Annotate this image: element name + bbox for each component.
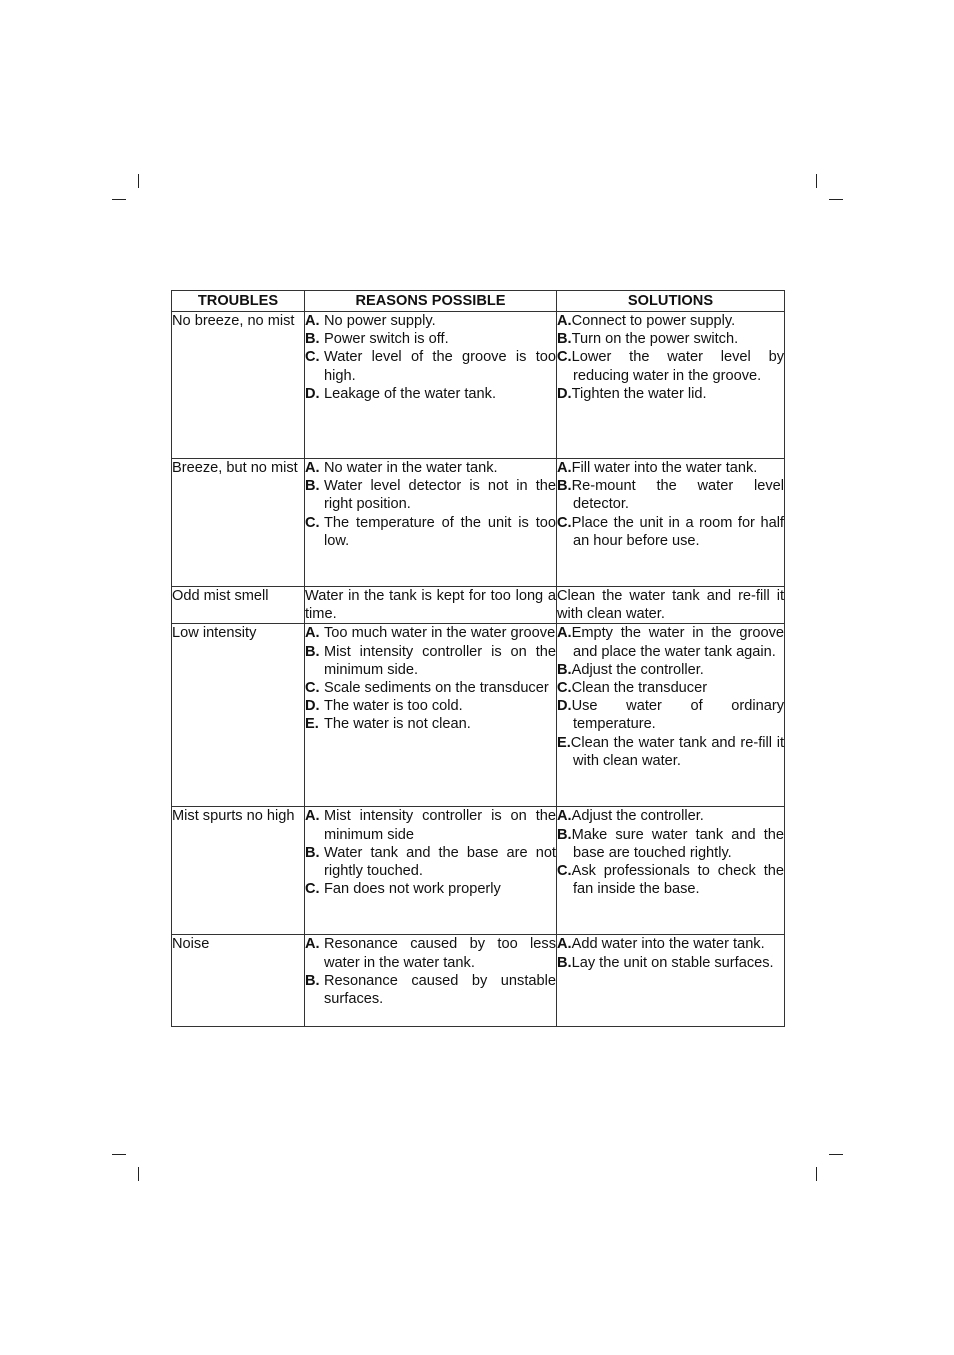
- item-letter: A.: [557, 460, 572, 476]
- item-letter: A.: [305, 313, 320, 329]
- crop-mark-top-left-horizontal: [112, 199, 126, 200]
- table-row: [172, 459, 785, 587]
- item-letter: C.: [557, 680, 572, 697]
- item-text: The water is not clean.: [324, 716, 471, 733]
- solution-item: [557, 935, 784, 953]
- crop-mark-top-right-vertical: [816, 174, 817, 188]
- item-text: Scale sediments on the transducer: [324, 680, 549, 697]
- item-letter: B.: [305, 478, 320, 495]
- item-text: Water tank and the base are not rightly touched.: [324, 844, 556, 880]
- solution-item: [557, 459, 784, 477]
- item-text: Place the unit in a room for half an hour before use.: [571, 514, 784, 549]
- item-letter: C.: [305, 680, 320, 697]
- item-text: Mist intensity controller is on the minimum side.: [324, 643, 556, 678]
- item-letter: B.: [557, 478, 572, 495]
- reason-text: Water in the tank is kept for too long a time.: [305, 588, 556, 623]
- item-letter: A.: [557, 313, 572, 329]
- item-letter: D.: [557, 385, 572, 402]
- troubleshooting-table: [171, 290, 785, 1027]
- solution-item: [557, 661, 784, 679]
- item-text: Connect to power supply.: [571, 313, 736, 329]
- item-text: Empty the water in the groove and place the water tank again.: [571, 625, 784, 660]
- solutions-cell: [557, 587, 785, 624]
- item-letter: A.: [557, 625, 572, 642]
- solution-item: [557, 330, 784, 348]
- item-letter: B.: [557, 954, 572, 971]
- item-letter: B.: [305, 844, 320, 861]
- reason-item: [305, 844, 556, 880]
- crop-mark-bottom-right-horizontal: [829, 1154, 843, 1155]
- item-text: Clean the water tank and re-fill it with clean water.: [570, 734, 784, 769]
- item-text: Ask professionals to check the fan inside the base.: [571, 863, 784, 898]
- table-body: [172, 312, 785, 1027]
- item-letter: B.: [557, 826, 572, 843]
- item-letter: A.: [305, 460, 320, 476]
- item-letter: B.: [305, 972, 320, 989]
- solution-item: [557, 385, 784, 403]
- header-troubles: TROUBLES: [172, 291, 305, 312]
- item-text: Re-mount the water level detector.: [571, 478, 784, 513]
- reason-item: [305, 459, 556, 477]
- item-text: Resonance caused by unstable surfaces.: [324, 972, 556, 1008]
- reason-item: [305, 880, 556, 898]
- solution-item: [557, 312, 784, 330]
- item-text: Add water into the water tank.: [571, 936, 765, 953]
- trouble-cell: Odd mist smell: [172, 587, 305, 624]
- reason-item: [305, 514, 556, 550]
- crop-mark-bottom-right-vertical: [816, 1167, 817, 1181]
- reason-item: [305, 643, 556, 679]
- item-text: Power switch is off.: [324, 331, 449, 348]
- solution-item: [557, 862, 784, 898]
- item-text: Adjust the controller.: [571, 808, 704, 825]
- solution-item: [557, 348, 784, 384]
- item-letter: C.: [305, 881, 320, 898]
- table-row: [172, 587, 785, 624]
- reason-item: [305, 477, 556, 513]
- reason-item: [305, 715, 556, 733]
- trouble-cell: No breeze, no mist: [172, 312, 305, 459]
- solution-item: [557, 514, 784, 550]
- item-letter: B.: [305, 331, 320, 348]
- reason-item: [305, 330, 556, 348]
- item-text: Water level detector is not in the right position.: [324, 478, 556, 513]
- reasons-cell: [305, 624, 557, 807]
- item-letter: E.: [305, 716, 319, 733]
- item-text: No water in the water tank.: [324, 460, 498, 476]
- reason-item: [305, 972, 556, 1008]
- reasons-cell: [305, 312, 557, 459]
- table-row: [172, 807, 785, 935]
- item-text: Lower the water level by reducing water in the groove.: [571, 349, 784, 384]
- item-text: Turn on the power switch.: [571, 331, 739, 348]
- solution-item: [557, 734, 784, 770]
- header-solutions: SOLUTIONS: [557, 291, 785, 312]
- reason-item: [305, 935, 556, 971]
- solution-item: [557, 679, 784, 697]
- solution-item: [557, 807, 784, 825]
- solutions-cell: [557, 312, 785, 459]
- reasons-cell: [305, 459, 557, 587]
- item-letter: C.: [305, 349, 320, 366]
- solutions-cell: [557, 624, 785, 807]
- crop-mark-top-right-horizontal: [829, 199, 843, 200]
- reason-item: [305, 312, 556, 330]
- item-letter: A.: [557, 936, 572, 953]
- item-text: Too much water in the water groove: [324, 625, 556, 642]
- item-text: Leakage of the water tank.: [324, 385, 496, 402]
- solution-item: [557, 826, 784, 862]
- item-text: Clean the transducer: [571, 680, 708, 697]
- item-letter: A.: [305, 936, 320, 953]
- item-letter: D.: [305, 698, 320, 715]
- reason-item: [305, 697, 556, 715]
- item-text: No power supply.: [324, 313, 436, 329]
- item-text: Mist intensity controller is on the minimum side: [324, 808, 556, 843]
- item-text: Fan does not work properly: [324, 881, 501, 898]
- item-letter: E.: [557, 734, 571, 751]
- item-text: Make sure water tank and the base are touched rightly.: [571, 826, 784, 861]
- solution-item: [557, 477, 784, 513]
- reasons-cell: [305, 807, 557, 935]
- item-text: Resonance caused by too less water in the water tank.: [324, 936, 556, 971]
- item-text: The temperature of the unit is too low.: [324, 514, 556, 549]
- trouble-cell: Low intensity: [172, 624, 305, 807]
- item-letter: C.: [557, 514, 572, 531]
- table-row: [172, 624, 785, 807]
- reason-item: [305, 624, 556, 642]
- table-header-row: [172, 291, 785, 312]
- solution-item: [557, 954, 784, 972]
- crop-mark-bottom-left-horizontal: [112, 1154, 126, 1155]
- item-letter: C.: [557, 863, 572, 880]
- reason-item: [305, 807, 556, 843]
- table-row: [172, 312, 785, 459]
- solution-item: [557, 624, 784, 660]
- item-letter: C.: [305, 514, 320, 531]
- solutions-cell: [557, 459, 785, 587]
- item-letter: A.: [305, 625, 320, 642]
- item-letter: A.: [557, 808, 572, 825]
- solution-text: Clean the water tank and re-fill it with clean water.: [557, 588, 784, 623]
- solution-item: [557, 697, 784, 733]
- reasons-cell: [305, 587, 557, 624]
- reasons-cell: [305, 935, 557, 1027]
- reason-item: [305, 348, 556, 384]
- table-row: [172, 935, 785, 1027]
- trouble-cell: Breeze, but no mist: [172, 459, 305, 587]
- item-text: Use water of ordinary temperature.: [571, 698, 784, 733]
- item-text: Tighten the water lid.: [571, 385, 707, 402]
- item-text: Water level of the groove is too high.: [324, 349, 556, 384]
- item-text: Adjust the controller.: [571, 661, 704, 678]
- item-letter: D.: [305, 385, 320, 402]
- reason-item: [305, 679, 556, 697]
- item-letter: B.: [305, 643, 320, 660]
- trouble-cell: Noise: [172, 935, 305, 1027]
- item-letter: B.: [557, 661, 572, 678]
- item-letter: A.: [305, 808, 320, 825]
- item-text: The water is too cold.: [324, 698, 463, 715]
- crop-mark-bottom-left-vertical: [138, 1167, 139, 1181]
- solutions-cell: [557, 935, 785, 1027]
- item-letter: D.: [557, 698, 572, 715]
- item-text: Lay the unit on stable surfaces.: [571, 954, 774, 971]
- trouble-cell: Mist spurts no high: [172, 807, 305, 935]
- header-reasons-possible: REASONS POSSIBLE: [305, 291, 557, 312]
- reason-item: [305, 385, 556, 403]
- item-letter: C.: [557, 349, 572, 366]
- solutions-cell: [557, 807, 785, 935]
- crop-mark-top-left-vertical: [138, 174, 139, 188]
- item-text: Fill water into the water tank.: [571, 460, 758, 476]
- item-letter: B.: [557, 331, 572, 348]
